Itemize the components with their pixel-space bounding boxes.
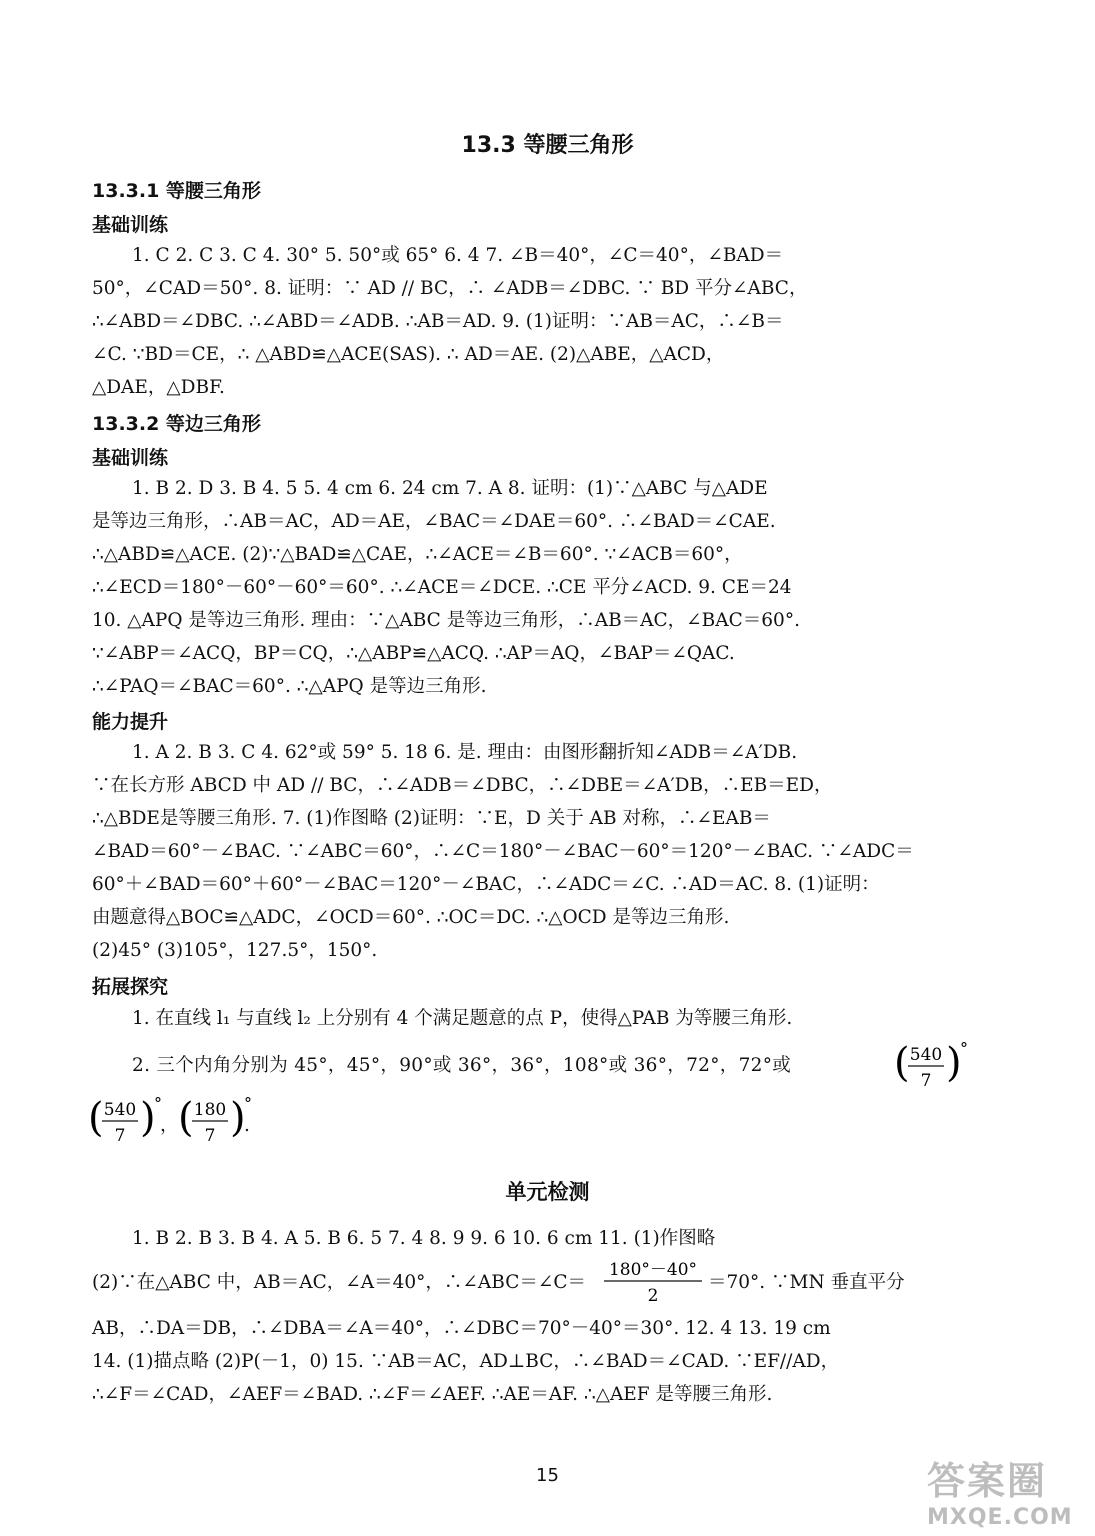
answer-line: (2)45° (3)105°，127.5°，150°.	[92, 940, 378, 961]
extension-label: 拓展探究	[92, 976, 169, 998]
subsection-heading-1: 13.3.1 等腰三角形	[92, 180, 261, 202]
fraction-numerator: 180	[193, 1100, 227, 1120]
fraction-formula-1	[890, 1040, 985, 1096]
paren-right: )	[140, 1095, 156, 1141]
answer-line: 1. 在直线 l₁ 与直线 l₂ 上分别有 4 个满足题意的点 P，使得△PAB 为等腰三角形.	[132, 1008, 793, 1029]
unit-test-title: 单元检测	[505, 1180, 590, 1204]
answer-line: ∴△BDE是等腰三角形. 7. (1)作图略 (2)证明：∵E，D 关于 AB 对称，∴∠EAB＝	[92, 808, 771, 829]
watermark-logo	[927, 1450, 1077, 1530]
answer-line: 1. B 2. D 3. B 4. 5 5. 4 cm 6. 24 cm 7. A 8. 证明：(1)∵△ABC 与△ADE	[132, 478, 768, 499]
answer-line: 是等边三角形，∴AB＝AC，AD＝AE，∠BAC＝∠DAE＝60°. ∴∠BAD＝∠CAE.	[92, 511, 776, 532]
subsection-heading-2: 13.3.2 等边三角形	[92, 413, 261, 435]
period: .	[244, 1115, 250, 1136]
degree-sign: °	[244, 1095, 252, 1113]
answer-line: 2. 三个内角分别为 45°，45°，90°或 36°，36°，108°或 36°，72°，72°或	[132, 1055, 792, 1076]
fraction-numerator: 540	[103, 1100, 137, 1120]
basic-training-label-1: 基础训练	[92, 214, 169, 236]
ability-label: 能力提升	[92, 711, 169, 733]
watermark-text: 答案圈	[927, 1459, 1048, 1503]
fraction-denominator: 7	[920, 1071, 932, 1091]
answer-line: 1. B 2. B 3. B 4. A 5. B 6. 5 7. 4 8. 9 9. 6 10. 6 cm 11. (1)作图略	[132, 1228, 716, 1249]
watermark-url: MXQE.COM	[927, 1505, 1073, 1530]
fraction-denominator: 7	[114, 1126, 126, 1146]
fraction-denominator: 7	[204, 1126, 216, 1146]
answer-line: (2)∵在△ABC 中，AB＝AC，∠A＝40°，∴∠ABC＝∠C＝	[92, 1272, 586, 1293]
paren-left: (	[178, 1095, 194, 1141]
answer-line: 14. (1)描点略 (2)P(－1，0) 15. ∵AB＝AC，AD⊥BC，∴∠BAD＝∠CAD. ∵EF//AD，	[92, 1351, 840, 1372]
page-number: 15	[536, 1465, 559, 1486]
degree-sign: °	[154, 1095, 162, 1113]
basic-training-label-2: 基础训练	[92, 447, 169, 469]
degree-sign: °	[960, 1040, 968, 1058]
answer-line: 1. C 2. C 3. C 4. 30° 5. 50°或 65° 6. 4 7. ∠B＝40°，∠C＝40°，∠BAD＝	[132, 245, 784, 266]
fraction-numerator: 180°－40°	[608, 1260, 698, 1280]
answer-line: ∵在长方形 ABCD 中 AD // BC，∴∠ADB＝∠DBC，∴∠DBE＝∠A′DB，∴EB＝ED，	[92, 775, 833, 796]
fraction-formula-4	[600, 1255, 706, 1311]
answer-line: △DAE，△DBF.	[92, 377, 225, 398]
answer-line: 1. A 2. B 3. C 4. 62°或 59° 5. 18 6. 是. 理由：由图形翻折知∠ADB＝∠A′DB.	[132, 742, 798, 763]
answer-line: ∴∠ECD＝180°－60°－60°＝60°. ∴∠ACE＝∠DCE. ∴CE 平分∠ACD. 9. CE＝24	[92, 577, 792, 598]
answer-line: ∠C. ∵BD＝CE，∴ △ABD≌△ACE(SAS). ∴ AD＝AE. (2)△ABE，△ACD，	[92, 344, 725, 365]
answer-line: 50°，∠CAD＝50°. 8. 证明：∵ AD // BC，∴ ∠ADB＝∠DBC. ∵ BD 平分∠ABC，	[92, 278, 808, 299]
paren-right: )	[230, 1095, 246, 1141]
answer-line: 由题意得△BOC≌△ADC，∠OCD＝60°. ∴OC＝DC. ∴△OCD 是等边三角形.	[92, 907, 730, 928]
section-title: 13.3 等腰三角形	[461, 133, 634, 158]
answer-line: 10. △APQ 是等边三角形. 理由：∵△ABC 是等边三角形，∴AB＝AC，∠BAC＝60°.	[92, 610, 800, 631]
answer-line: ∴△ABD≌△ACE. (2)∵△BAD≌△CAE，∴∠ACE＝∠B＝60°. ∵∠ACB＝60°，	[92, 544, 743, 565]
answer-line: ∴∠ABD＝∠DBC. ∴∠ABD＝∠ADB. ∴AB＝AD. 9. (1)证明：∵AB＝AC，∴∠B＝	[92, 311, 784, 332]
fraction-denominator: 2	[647, 1286, 659, 1306]
answer-line: ∠BAD＝60°－∠BAC. ∵∠ABC＝60°，∴∠C＝180°－∠BAC－60°＝120°－∠BAC. ∵∠ADC＝	[92, 841, 914, 862]
separator: ，	[160, 1115, 179, 1136]
answer-line: ∴∠PAQ＝∠BAC＝60°. ∴△APQ 是等边三角形.	[92, 676, 487, 697]
answer-line: 60°＋∠BAD＝60°＋60°－∠BAC＝120°－∠BAC，∴∠ADC＝∠C. ∴AD＝AC. 8. (1)证明：	[92, 874, 880, 895]
paren-left: (	[894, 1040, 910, 1086]
answer-line: ∵∠ABP＝∠ACQ，BP＝CQ，∴△ABP≌△ACQ. ∴AP＝AQ，∠BAP＝∠QAC.	[92, 643, 735, 664]
paren-right: )	[946, 1040, 962, 1086]
fraction-numerator: 540	[909, 1045, 943, 1065]
answer-line: ∴∠F＝∠CAD，∠AEF＝∠BAD. ∴∠F＝∠AEF. ∴AE＝AF. ∴△AEF 是等腰三角形.	[92, 1384, 773, 1405]
answer-line: AB，∴DA＝DB，∴∠DBA＝∠A＝40°，∴∠DBC＝70°－40°＝30°. 12. 4 13. 19 cm	[92, 1318, 831, 1339]
answer-line: ＝70°. ∵MN 垂直平分	[708, 1272, 905, 1293]
paren-left: (	[88, 1095, 104, 1141]
